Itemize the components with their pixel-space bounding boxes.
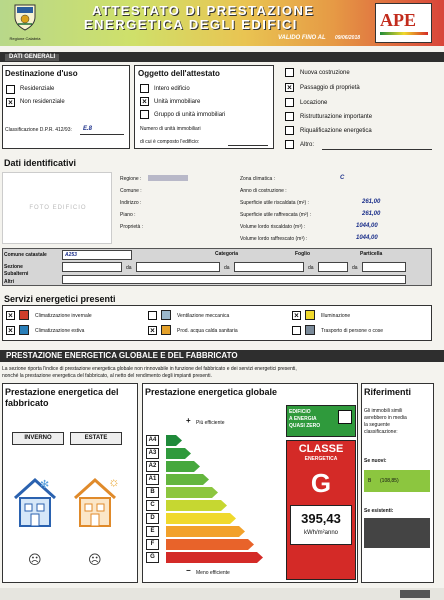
- ventilation-icon: [161, 310, 171, 320]
- region-crest-icon: [13, 3, 37, 31]
- quasi-zero-line1: EDIFICIO: [289, 409, 311, 415]
- servizi-box: [2, 305, 432, 341]
- se-nuovi-label: Se nuovi:: [364, 458, 387, 464]
- particella-label: Particella: [360, 251, 383, 257]
- classificazione-label: Classificazione D.P.R. 412/93:: [5, 127, 72, 133]
- sun-icon: ☼: [108, 474, 120, 489]
- fabbricato-title-2: fabbricato: [5, 398, 49, 408]
- estate-label: ESTATE: [70, 432, 122, 445]
- riqualificazione-label: Riqualificazione energetica: [300, 128, 372, 134]
- locazione-checkbox[interactable]: [285, 98, 294, 107]
- destinazione-title: Destinazione d'uso: [5, 69, 78, 78]
- ristrutturazione-checkbox[interactable]: [285, 112, 294, 121]
- sup-risc-label: Superficie utile riscaldata (m²) :: [240, 200, 309, 206]
- class-bar-f: [166, 539, 254, 550]
- altro-line: [322, 149, 432, 150]
- prestazione-title: PRESTAZIONE ENERGETICA GLOBALE E DEL FABBRICATO: [6, 351, 238, 360]
- heating-icon: [19, 310, 29, 320]
- subalterni-da-4: da: [352, 265, 358, 271]
- proprieta-label: Proprietà :: [120, 224, 144, 230]
- gruppo-checkbox[interactable]: [140, 110, 149, 119]
- quasi-zero-line3: QUASI ZERO: [289, 423, 321, 429]
- classe-subtitle: ENERGETICA: [304, 456, 338, 462]
- subalterni-cell-3: [234, 262, 304, 272]
- class-tab-d: D: [146, 513, 159, 524]
- class-tab-a2: A2: [146, 461, 159, 472]
- se-nuovi-class: B: [368, 478, 372, 484]
- photo-label: FOTO EDIFICIO: [29, 205, 87, 211]
- comune-label: Comune :: [120, 188, 142, 194]
- foglio-label: Foglio: [295, 251, 310, 257]
- class-bar-a2: [166, 461, 200, 472]
- sup-raff-value: 261,00: [362, 211, 381, 217]
- vol-risc-label: Volume lordo riscaldato (m³) :: [240, 224, 306, 230]
- class-tab-a4: A4: [146, 435, 159, 446]
- ep-unit: kWh/m²anno: [303, 530, 338, 536]
- comune-catastale-value: A253: [65, 252, 77, 258]
- unita-immobiliare-checkbox[interactable]: ×: [140, 97, 149, 106]
- serv-ventilazione-label: Ventilazione meccanica: [177, 313, 230, 319]
- altro-checkbox[interactable]: [285, 140, 294, 149]
- subalterni-da-3: da: [308, 265, 314, 271]
- class-tab-e: E: [146, 526, 159, 537]
- categoria-label: Categoria: [215, 251, 239, 257]
- altri-label: Altri: [4, 279, 14, 285]
- non-residenziale-label: Non residenziale: [20, 99, 65, 105]
- validity-label: VALIDO FINO AL: [278, 35, 326, 41]
- class-tab-a1: A1: [146, 474, 159, 485]
- class-bar-b: [166, 487, 218, 498]
- se-esistenti-arrow: [364, 518, 430, 548]
- class-tab-g: G: [146, 552, 159, 563]
- residenziale-checkbox[interactable]: [6, 85, 15, 94]
- elevator-icon: [305, 325, 315, 335]
- vol-risc-value: 1044,00: [356, 223, 378, 229]
- subalterni-da-1: da: [126, 265, 132, 271]
- classificazione-line: [80, 134, 124, 135]
- ape-logo-text: APE: [380, 10, 416, 30]
- class-bar-e: [166, 526, 245, 537]
- nuova-costruzione-checkbox[interactable]: [285, 68, 294, 77]
- subalterni-da-2: da: [224, 265, 230, 271]
- class-bar-d: [166, 513, 236, 524]
- composto-label: di cui è composto l'edificio:: [140, 139, 200, 145]
- non-residenziale-checkbox[interactable]: ×: [6, 98, 15, 107]
- intero-edificio-label: Intero edificio: [154, 86, 190, 92]
- photo-box: [2, 172, 112, 244]
- serv-clima-inv-checkbox[interactable]: ×: [6, 311, 15, 320]
- class-bar-a1: [166, 474, 209, 485]
- hot-water-icon: [161, 325, 171, 335]
- inverno-label: INVERNO: [12, 432, 64, 445]
- serv-clima-inv-label: Climatizzazione invernale: [35, 313, 92, 319]
- residenziale-label: Residenziale: [20, 86, 55, 92]
- ristrutturazione-label: Ristrutturazione importante: [300, 114, 373, 120]
- prestazione-intro-2: nonché la prestazione energetica del fabbricato, al netto del rendimento degli impianti presenti.: [2, 373, 212, 379]
- subalterni-cell-2: [136, 262, 220, 272]
- footer-strip: [0, 588, 444, 600]
- classe-value: G: [310, 468, 332, 498]
- unita-immobiliare-label: Unità immobiliare: [154, 99, 201, 105]
- meno-efficiente-label: Meno efficiente: [196, 570, 230, 576]
- vol-raff-value: 1044,00: [356, 235, 378, 241]
- estate-rating-face-icon: ☹: [88, 552, 102, 567]
- meno-efficiente-minus: −: [186, 566, 191, 575]
- riferimenti-text-2: avrebbero in media: [364, 415, 407, 421]
- class-tab-a3: A3: [146, 448, 159, 459]
- region-caption: Regione Calabria: [9, 36, 41, 41]
- zona-label: Zona climatica :: [240, 176, 276, 182]
- comune-catastale-label: Comune catastale: [4, 252, 47, 258]
- numero-unita-label: Numero di unità immobiliari: [140, 126, 201, 132]
- serv-clima-est-label: Climatizzazione estiva: [35, 328, 85, 334]
- piu-efficiente-label: Più efficiente: [196, 420, 225, 426]
- quasi-zero-checkbox[interactable]: [338, 410, 352, 424]
- servizi-title: Servizi energetici presenti: [4, 294, 116, 304]
- inverno-rating-face-icon: ☹: [28, 552, 42, 567]
- page-tab: [400, 590, 430, 598]
- subalterni-cell-1: [62, 262, 122, 272]
- quasi-zero-line2: A ENERGIA: [289, 416, 317, 422]
- classe-title: CLASSE: [298, 443, 344, 455]
- title-line1: ATTESTATO DI PRESTAZIONE: [92, 3, 315, 18]
- lightbulb-icon: [305, 310, 315, 320]
- snowflake-icon: ✻: [40, 479, 50, 491]
- cooling-icon: [19, 325, 29, 335]
- class-tab-f: F: [146, 539, 159, 550]
- dati-identificativi-title: Dati identificativi: [4, 158, 77, 168]
- serv-illuminazione-label: Illuminazione: [321, 313, 351, 319]
- riferimenti-text-1: Gli immobili simili: [364, 408, 403, 414]
- riferimenti-title: Riferimenti: [364, 387, 412, 397]
- serv-acs-checkbox[interactable]: ×: [148, 326, 157, 335]
- class-bar-c: [166, 500, 227, 511]
- serv-trasporto-label: Trasporto di persone o cose: [321, 328, 384, 334]
- serv-trasporto-checkbox[interactable]: [292, 326, 301, 335]
- piano-label: Piano :: [120, 212, 136, 218]
- serv-clima-est-checkbox[interactable]: ×: [6, 326, 15, 335]
- sezione-label: Sezione: [4, 264, 23, 270]
- riqualificazione-checkbox[interactable]: [285, 126, 294, 135]
- se-esistenti-label: Se esistenti:: [364, 508, 394, 514]
- oggetto-title: Oggetto dell'attestato: [138, 69, 220, 78]
- fabbricato-title-1: Prestazione energetica del: [5, 387, 119, 397]
- region-logo: [5, 3, 45, 43]
- composto-line: [228, 145, 268, 146]
- gruppo-label: Gruppo di unità immobiliari: [154, 112, 226, 118]
- passaggio-label: Passaggio di proprietà: [300, 85, 360, 91]
- subalterni-cell-5: [362, 262, 406, 272]
- sup-risc-value: 261,00: [362, 199, 381, 205]
- riferimenti-text-4: classificazione:: [364, 429, 398, 435]
- vol-raff-label: Volume lordo raffrescato (m³) :: [240, 236, 308, 242]
- regione-value-redacted: [148, 175, 188, 181]
- ep-value: 395,43: [301, 511, 341, 526]
- validity-date: 09/06/2018: [335, 35, 361, 41]
- serv-illuminazione-checkbox[interactable]: ×: [292, 311, 301, 320]
- piu-efficiente-plus: +: [186, 416, 191, 425]
- serv-ventilazione-checkbox[interactable]: [148, 311, 157, 320]
- regione-label: Regione :: [120, 176, 142, 182]
- indirizzo-label: Indirizzo :: [120, 200, 142, 206]
- altro-label: Altro:: [300, 142, 315, 148]
- subalterni-cell-4: [318, 262, 348, 272]
- inverno-house-icon: [10, 470, 60, 535]
- se-nuovi-ep: (108,85): [380, 478, 399, 484]
- subalterni-label: Subalterni: [4, 271, 29, 277]
- prestazione-intro-1: La sezione riporta l'indice di prestazione energetica globale non rinnovabile in funzione del fabbricato e dei servizi energetici presenti,: [2, 366, 297, 372]
- class-tab-b: B: [146, 487, 159, 498]
- serv-acs-label: Prod. acqua calda sanitaria: [177, 328, 238, 334]
- zona-value: C: [340, 175, 345, 181]
- classificazione-value: E.8: [83, 126, 93, 132]
- riferimenti-text-3: la seguente: [364, 422, 390, 428]
- ape-logo-stripe: [380, 32, 428, 35]
- dati-generali-title: DATI GENERALI: [5, 54, 59, 61]
- dati-generali-bar: [0, 52, 444, 62]
- ape-logo: [375, 3, 432, 43]
- passaggio-checkbox[interactable]: ×: [285, 83, 294, 92]
- altri-cell: [62, 275, 406, 284]
- locazione-label: Locazione: [300, 100, 328, 106]
- title-line2: ENERGETICA DEGLI EDIFICI: [84, 17, 298, 32]
- intero-edificio-checkbox[interactable]: [140, 84, 149, 93]
- class-bar-g: [166, 552, 263, 563]
- globale-title: Prestazione energetica globale: [145, 387, 278, 397]
- class-tab-c: C: [146, 500, 159, 511]
- anno-label: Anno di costruzione :: [240, 188, 287, 194]
- sup-raff-label: Superficie utile raffrescata (m²) :: [240, 212, 312, 218]
- nuova-costruzione-label: Nuova costruzione: [300, 70, 350, 76]
